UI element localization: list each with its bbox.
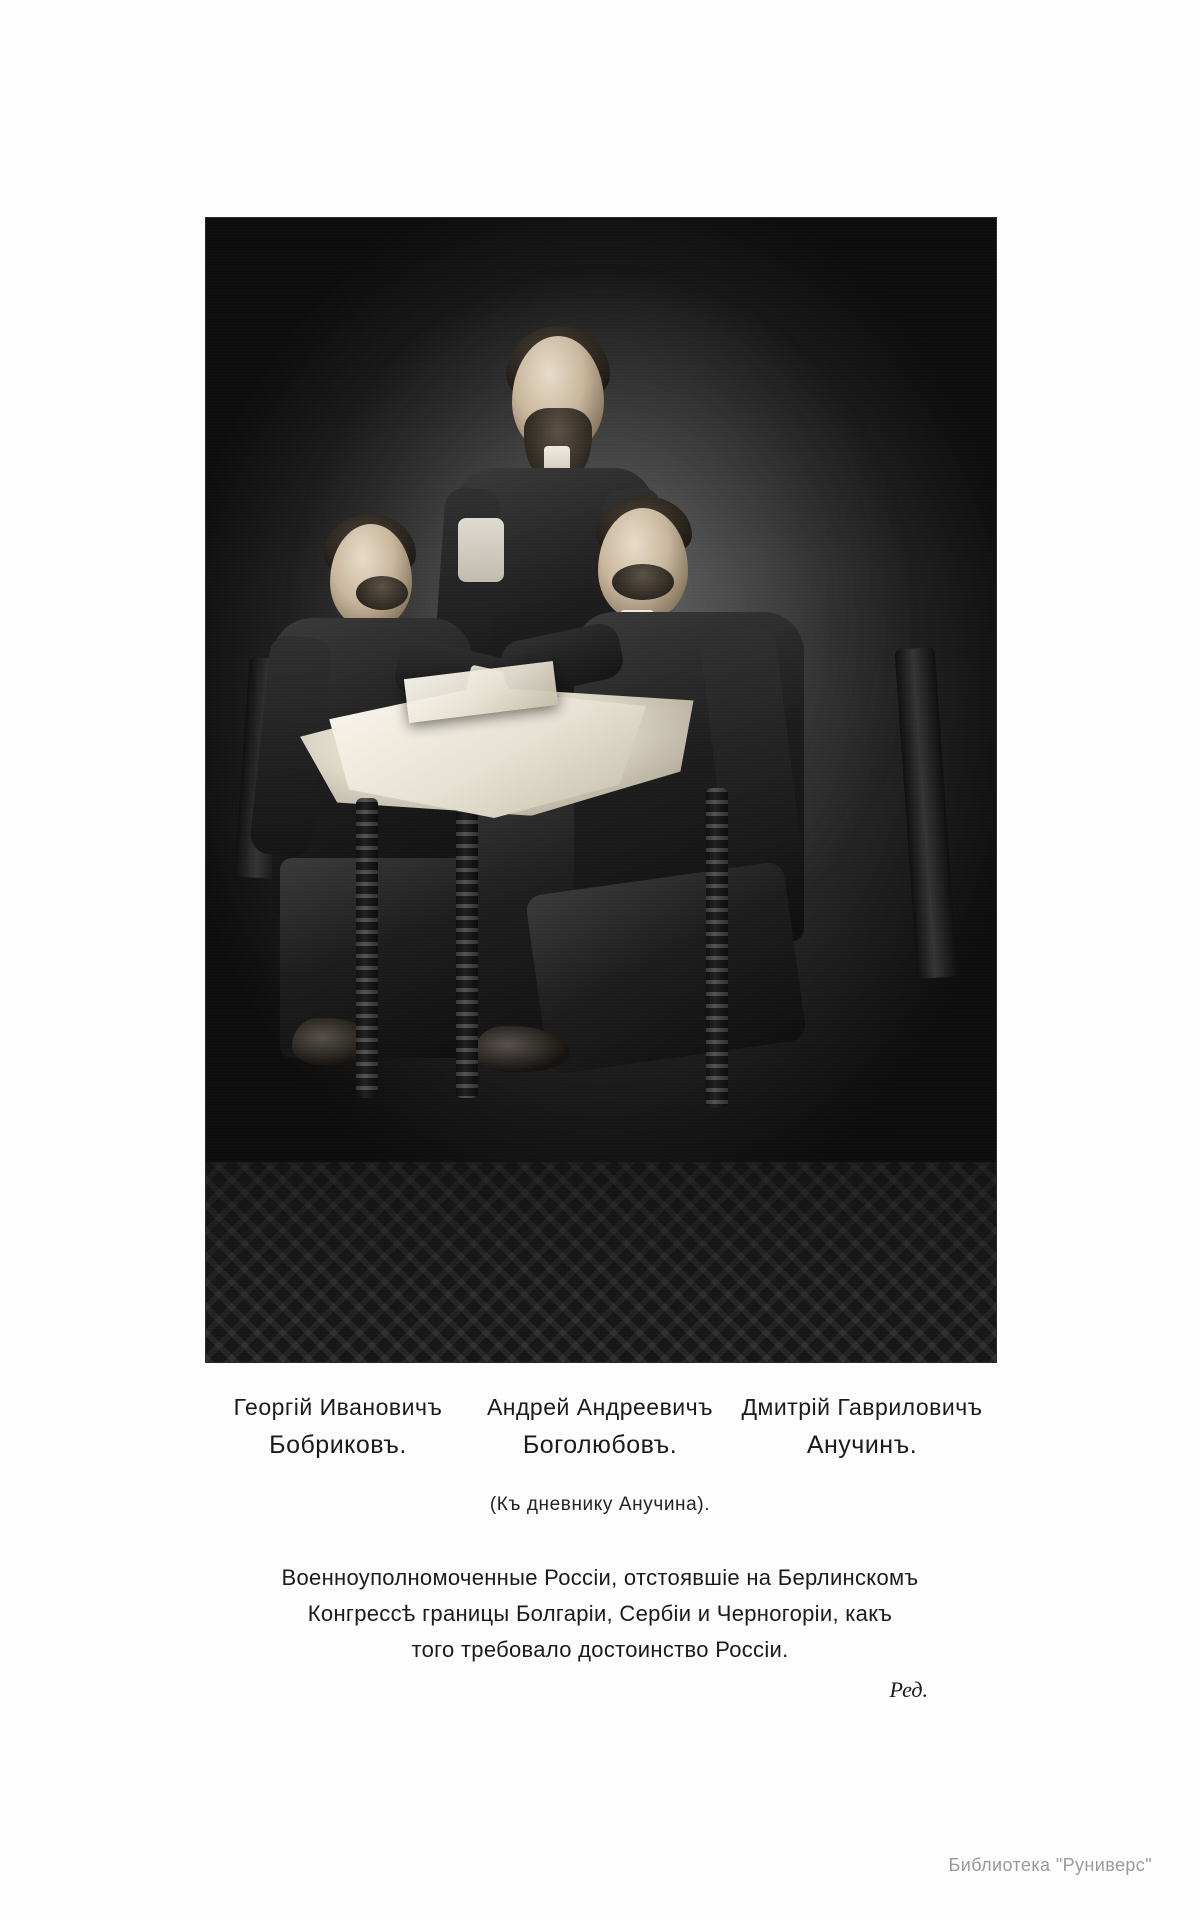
blurb-line-1: Военноуполномоченные Россіи, отстоявшіе на Берлинскомъ [281,1565,919,1591]
given-name-1: Георгій Ивановичъ [233,1394,443,1420]
surname-2: Боголюбовъ. [522,1430,678,1459]
photograph-plate [206,218,996,1362]
subcaption: (Къ дневнику Анучина). [489,1494,711,1516]
name-column-3 [731,1390,993,1464]
descriptive-blurb [250,1560,950,1667]
given-name-2: Андрей Андреевичъ [486,1394,714,1420]
surname-1: Бобриковъ. [269,1430,407,1459]
blurb-line-2: Конгрессѣ границы Болгаріи, Сербіи и Черногоріи, какъ [307,1601,893,1627]
photo-grain-overlay [206,218,996,1362]
surname-3: Анучинъ. [806,1430,918,1459]
name-column-2 [469,1390,731,1464]
given-name-3: Дмитрій Гавриловичъ [741,1394,983,1420]
name-column-1 [207,1390,469,1464]
editor-signature: Ред. [889,1677,928,1703]
names-row [0,1390,1200,1464]
library-watermark: Библиотека "Руниверс" [948,1855,1152,1875]
blurb-line-3: того требовало достоинство Россіи. [411,1636,789,1662]
caption-block [0,1390,1200,1703]
